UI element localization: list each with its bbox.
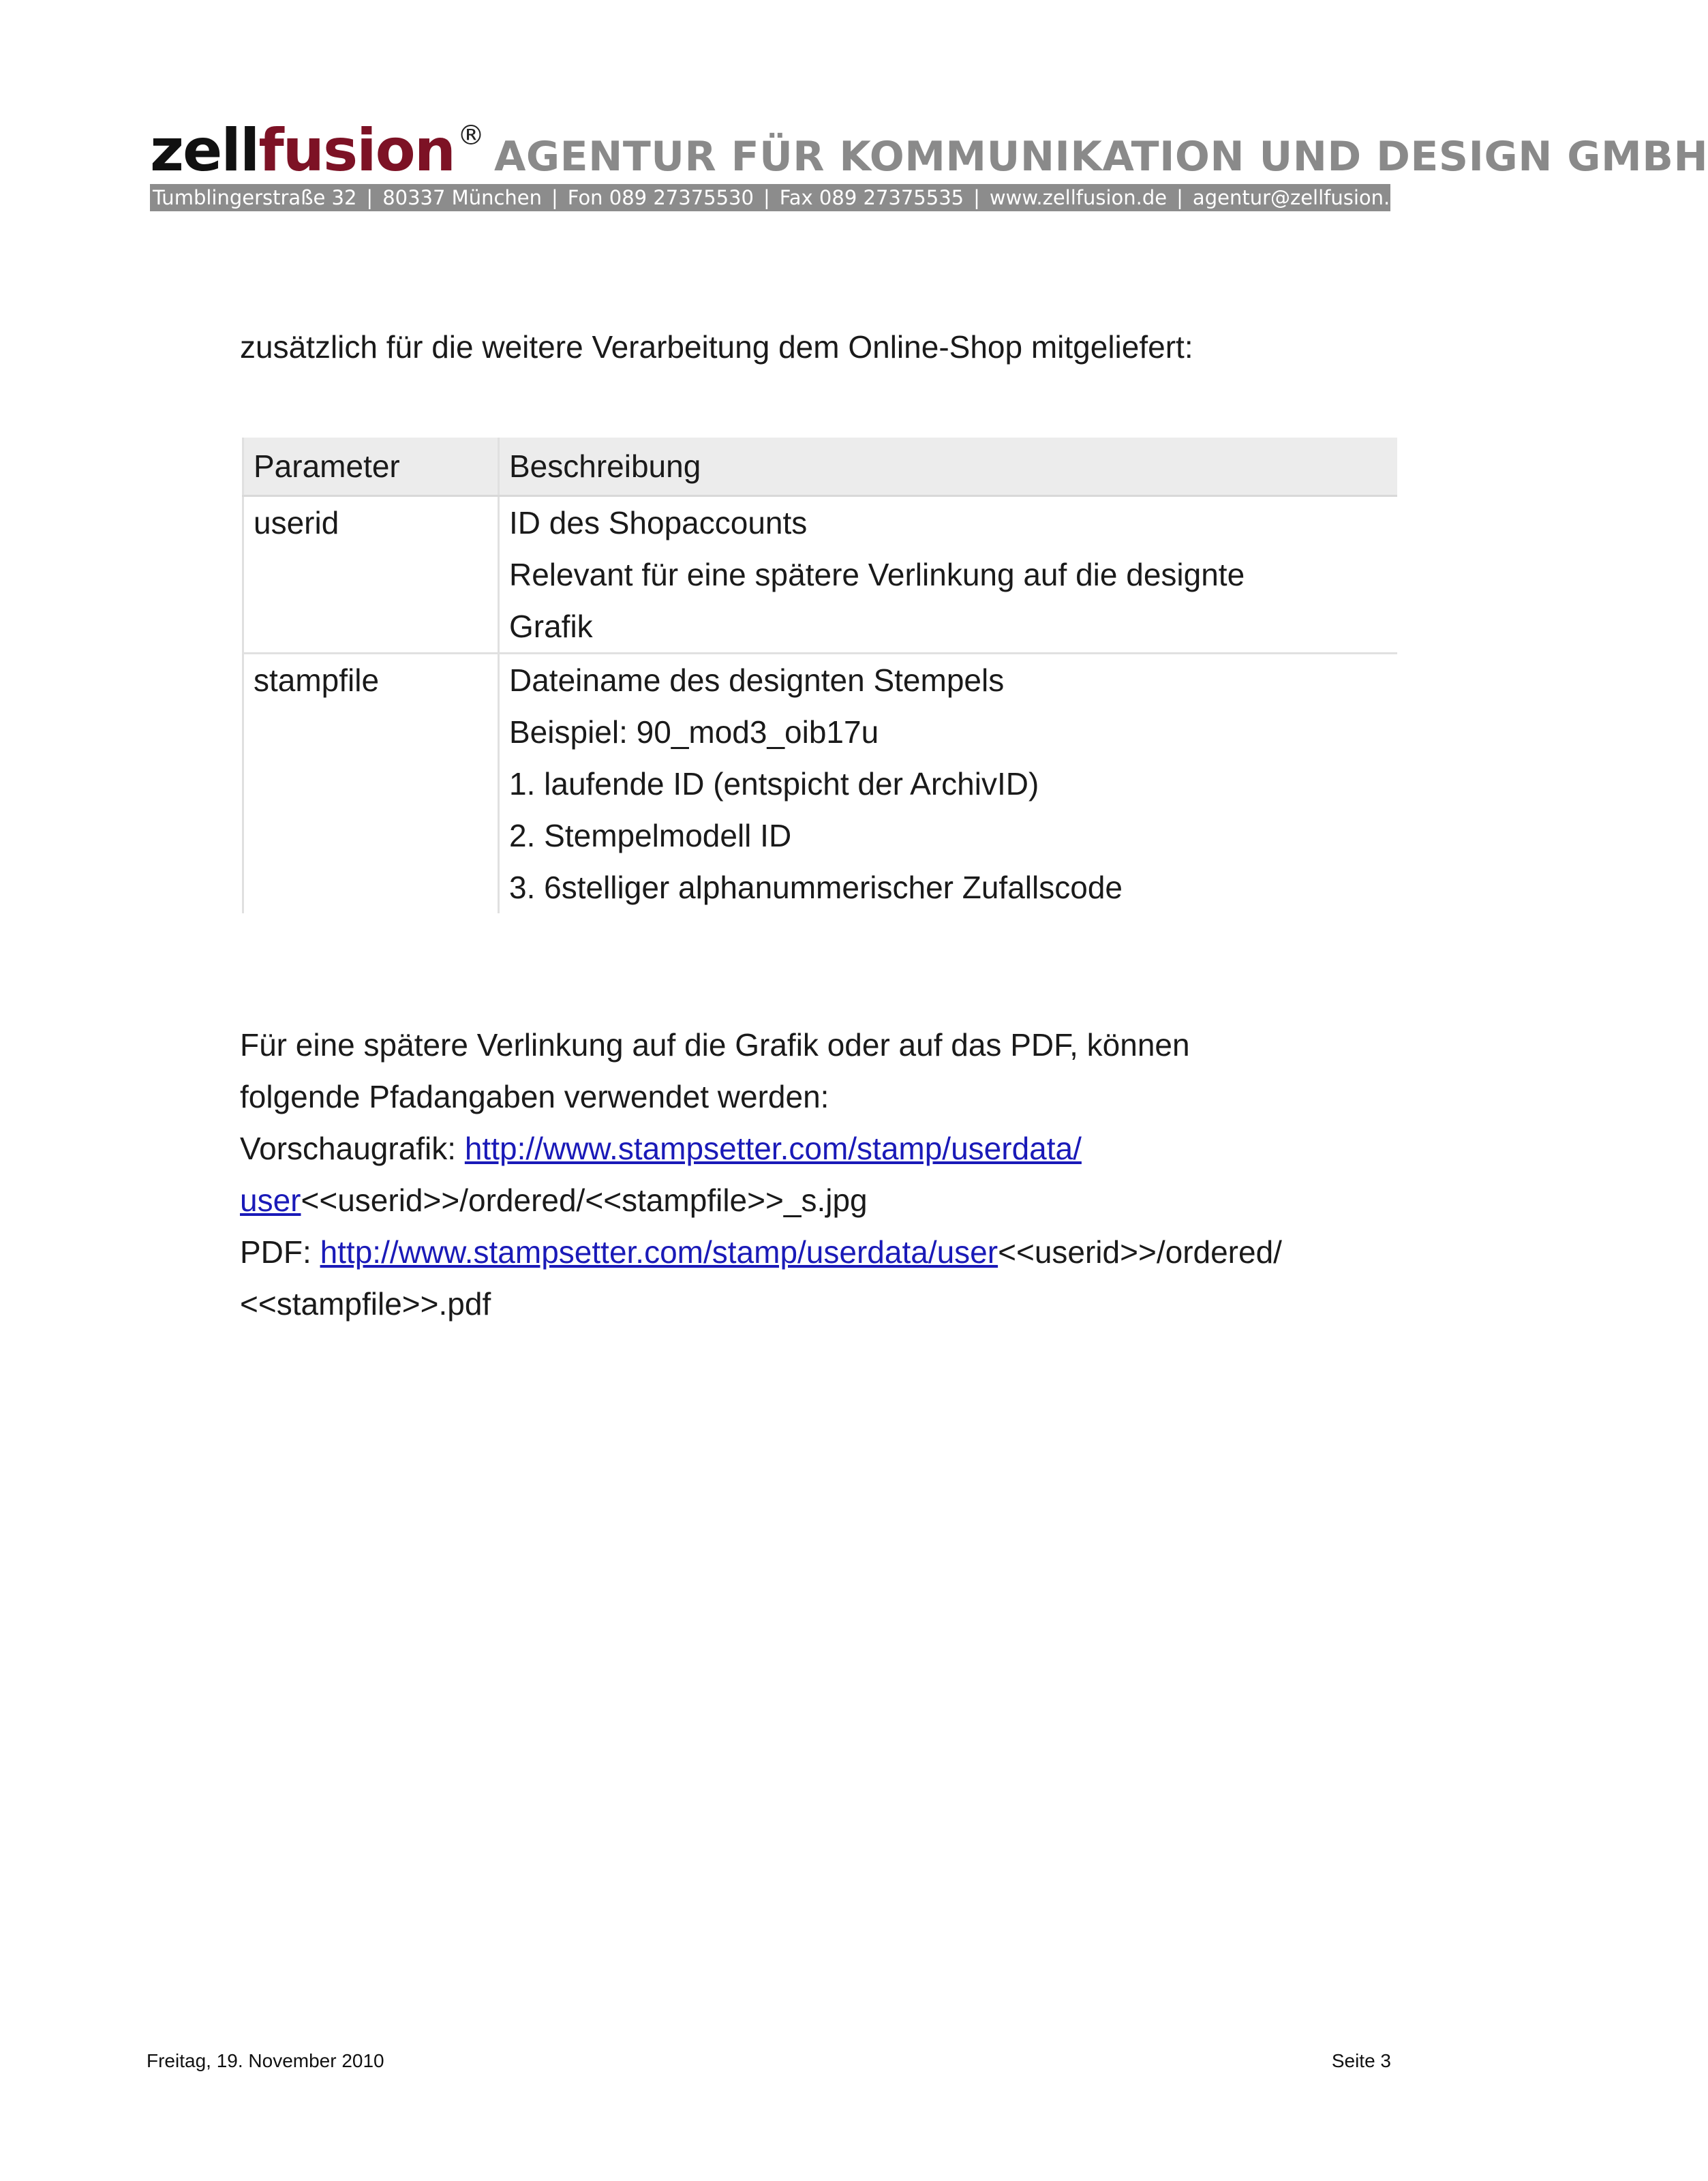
param-stampfile: stampfile [243,654,499,914]
preview-link[interactable]: http://www.stampsetter.com/stamp/userdata/ [464,1131,1082,1166]
intro-text: zusätzlich für die weitere Verarbeitung dem Online-Shop mitgeliefert: [240,329,1193,365]
contact-separator: | [1176,186,1183,209]
logo-row [150,115,1708,185]
pdf-link[interactable]: http://www.stampsetter.com/stamp/userdata/user [320,1234,998,1270]
param-userid: userid [243,496,499,654]
link-intro-line: folgende Pfadangaben verwendet werden: [240,1079,829,1114]
contact-separator: | [973,186,980,209]
parameter-table [242,438,1397,913]
description-line: Grafik [509,609,593,644]
preview-line-cont [240,1174,1412,1226]
footer-date: Freitag, 19. November 2010 [147,2050,384,2071]
description-line: 2. Stempelmodell ID [509,818,792,853]
link-paragraph [240,1019,1412,1330]
pdf-line-cont: <<stampfile>>.pdf [240,1286,491,1322]
letterhead [150,115,1708,211]
preview-suffix: <<userid>>/ordered/<<stampfile>>_s.jpg [301,1183,868,1218]
contact-phone: Fon 089 27375530 [567,186,754,209]
contact-street: Tumblingerstraße 32 [153,186,357,209]
pdf-label: PDF: [240,1234,320,1270]
contact-website[interactable]: www.zellfusion.de [989,186,1168,209]
table-header-row [243,438,1398,496]
footer-page-number: Seite 3 [1331,2050,1391,2071]
table-row [243,654,1398,914]
description-line: 3. 6stelliger alphanummerischer Zufallscode [509,870,1123,905]
contact-city: 80337 München [382,186,543,209]
logo-part-fusion: fusion [258,117,455,185]
preview-link-cont[interactable]: user [240,1183,301,1218]
contact-bar [150,184,1415,211]
agency-name: AGENTUR FÜR KOMMUNIKATION UND DESIGN GMBH [493,133,1708,181]
registered-mark: ® [457,120,485,151]
description-line: 1. laufende ID (entspicht der ArchivID) [509,766,1039,802]
preview-line [240,1123,1412,1174]
header-description: Beschreibung [499,438,1398,496]
pdf-suffix: <<userid>>/ordered/ [998,1234,1282,1270]
preview-label: Vorschaugrafik: [240,1131,465,1166]
zellfusion-logo [150,117,455,185]
pdf-line [240,1226,1412,1278]
description-line: ID des Shopaccounts [509,505,808,540]
description-line: Relevant für eine spätere Verlinkung auf die designte [509,557,1245,592]
description-stampfile [499,654,1398,914]
description-line: Dateiname des designten Stempels [509,662,1005,698]
description-line: Beispiel: 90_mod3_oib17u [509,714,879,750]
contact-separator: | [551,186,558,209]
table-row [243,496,1398,654]
contact-email[interactable]: agentur@zellfusion.de [1192,186,1415,209]
contact-fax: Fax 089 27375535 [779,186,964,209]
header-parameter: Parameter [243,438,499,496]
logo-part-zell: zell [150,117,259,185]
contact-separator: | [763,186,770,209]
contact-separator: | [366,186,373,209]
description-userid [499,496,1398,654]
link-intro-line: Für eine spätere Verlinkung auf die Grafik oder auf das PDF, können [240,1027,1190,1063]
